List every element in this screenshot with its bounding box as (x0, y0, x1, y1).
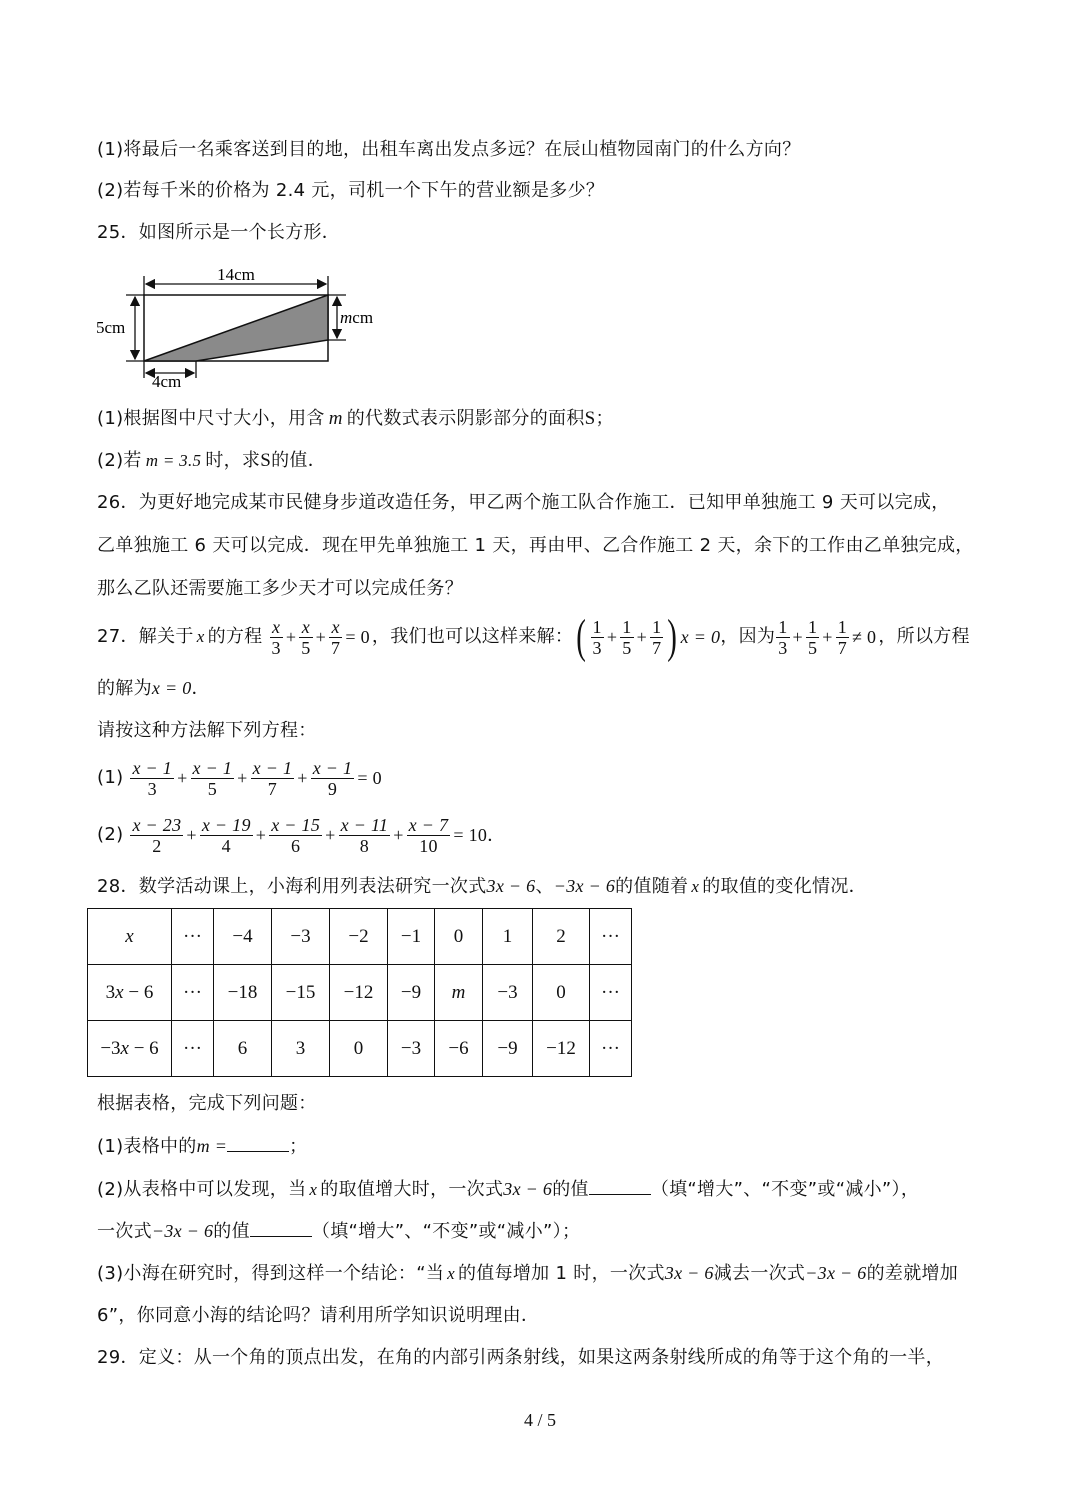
q28-stem: 28．数学活动课上，小海利用列表法研究一次式3x − 6、−3x − 6的值随着 x 的取值的变化情况． (97, 876, 867, 897)
q28-value-table (87, 908, 632, 1077)
table-cell: 0 (533, 965, 590, 1021)
bottom-label: 4cm (152, 372, 182, 388)
width-label: 14cm (217, 265, 255, 284)
table-cell: −15 (272, 965, 330, 1021)
table-cell: −9 (483, 1021, 533, 1077)
fraction: $\frac{x - 15}{6}$ (271, 814, 321, 856)
fraction: $\frac{1}{3}$ (778, 616, 788, 658)
q29-line1: 29．定义：从一个角的顶点出发，在角的内部引两条射线，如果这两条射线所成的角等于这个角的一半， (97, 1347, 944, 1368)
fraction: $\frac{x - 11}{8}$ (340, 814, 389, 856)
table-row (88, 909, 632, 965)
table-cell: ··· (590, 965, 632, 1021)
table-cell: ··· (590, 1021, 632, 1077)
q26-line3: 那么乙队还需要施工多少天才可以完成任务？ (97, 578, 463, 599)
m-var: m (340, 308, 353, 327)
table-cell: −12 (330, 965, 388, 1021)
fraction: $\frac{1}{7}$ (837, 616, 848, 658)
row-header-cell: x (88, 909, 172, 965)
q27-line2: 的解为x = 0． (97, 678, 210, 699)
q24-part2: (2)若每千米的价格为 2.4 元，司机一个下午的营业额是多少？ (97, 180, 605, 201)
q28-part2-line1: (2)从表格中可以发现，当 x 的取值增大时，一次式3x − 6的值 （填“增大”、“不变”或“减小”）， (97, 1176, 919, 1202)
fraction: $\frac{x - 23}{2}$ (132, 814, 182, 856)
q28-part1: (1)表格中的m = ； (97, 1133, 307, 1159)
table-cell: −18 (214, 965, 272, 1021)
m-value-expr: m = 3.5 (145, 451, 202, 470)
table-cell: −6 (435, 1021, 483, 1077)
m-label (340, 308, 373, 327)
fraction: $\frac{x}{3}$ (271, 616, 281, 658)
table-cell: ··· (172, 1021, 214, 1077)
fraction: $\frac{x - 19}{4}$ (201, 814, 251, 856)
table-cell: 3 (272, 1021, 330, 1077)
fraction: $\frac{1}{7}$ (652, 616, 662, 658)
table-cell: −9 (388, 965, 435, 1021)
q24-part1: (1)将最后一名乘客送到目的地，出租车离出发点多远？在辰山植物园南门的什么方向？ (97, 139, 801, 160)
fraction: $\frac{x - 1}{5}$ (192, 757, 233, 799)
table-cell: −2 (330, 909, 388, 965)
fraction: $\frac{1}{3}$ (592, 616, 602, 658)
table-cell: 2 (533, 909, 590, 965)
table-cell: −4 (214, 909, 272, 965)
q25-part1: (1)根据图中尺寸大小，用含 m 的代数式表示阴影部分的面积S； (97, 408, 614, 429)
table-cell: −12 (533, 1021, 590, 1077)
table-cell: −3 (272, 909, 330, 965)
fraction: $\frac{1}{5}$ (622, 616, 632, 658)
table-cell: ··· (172, 965, 214, 1021)
page-number: 4 / 5 (523, 1410, 556, 1430)
answer-blank[interactable] (589, 1176, 651, 1195)
table-cell: m (435, 965, 483, 1021)
row-header-cell: 3x − 6 (88, 965, 172, 1021)
fraction: $\frac{x}{5}$ (301, 616, 311, 658)
table-row (88, 1021, 632, 1077)
table-cell: 6 (214, 1021, 272, 1077)
q27-equation-2: (2) $\frac{x - 23}{2}$ + $\frac{x - 19}{4}$ + $\frac{x - 15}{6}$ + $\frac{x - 11}{8}$ + $\frac{x - 7}{10}$ = 10． (97, 814, 506, 856)
q25-stem: 25．如图所示是一个长方形． (97, 222, 341, 243)
q25-rectangle-figure (90, 262, 390, 393)
table-cell: −3 (388, 1021, 435, 1077)
table-cell: 0 (330, 1021, 388, 1077)
table-cell: ··· (172, 909, 214, 965)
fraction: $\frac{x - 1}{7}$ (252, 757, 293, 799)
fraction: $\frac{x - 1}{9}$ (312, 757, 353, 799)
var-m: m (328, 408, 343, 429)
answer-blank[interactable] (227, 1133, 289, 1152)
fraction: $\frac{x - 1}{3}$ (132, 757, 173, 799)
height-label: 5cm (96, 318, 126, 337)
fraction: $\frac{x}{7}$ (331, 616, 341, 658)
q26-line2: 乙单独施工 6 天可以完成．现在甲先单独施工 1 天，再由甲、乙合作施工 2 天，余下的工作由乙单独完成， (97, 535, 974, 556)
q28-part2-line2: 一次式−3x − 6的值 （填“增大”、“不变”或“减小”）； (97, 1218, 580, 1244)
q27-equation-1: (1) $\frac{x - 1}{3}$ + $\frac{x - 1}{5}$ + $\frac{x - 1}{7}$ + $\frac{x - 1}{9}$ = 0 (97, 757, 382, 799)
q26-line1: 26．为更好地完成某市民健身步道改造任务，甲乙两个施工队合作施工．已知甲单独施工 9 天可以完成， (97, 492, 950, 513)
answer-blank[interactable] (250, 1218, 312, 1237)
table-row (88, 965, 632, 1021)
q28-part3-line1: (3)小海在研究时，得到这样一个结论：“当 x 的值每增加 1 时，一次式3x − 6减去一次式−3x − 6的差就增加 (97, 1263, 959, 1284)
m-unit: cm (352, 308, 374, 327)
table-cell: 0 (435, 909, 483, 965)
shaded-region (144, 295, 328, 361)
table-cell: −1 (388, 909, 435, 965)
q27-instruction: 请按这种方法解下列方程： (97, 720, 317, 741)
q28-part3-line2: 6”，你同意小海的结论吗？请利用所学知识说明理由． (97, 1305, 540, 1326)
q28-followup: 根据表格，完成下列问题： (97, 1093, 317, 1114)
rectangle-diagram (90, 262, 390, 388)
table-cell: ··· (590, 909, 632, 965)
table-cell: −3 (483, 965, 533, 1021)
fraction: $\frac{1}{5}$ (807, 616, 818, 658)
row-header-cell: −3x − 6 (88, 1021, 172, 1077)
table-cell: 1 (483, 909, 533, 965)
fraction: $\frac{x - 7}{10}$ (408, 814, 449, 856)
q27-line1: 27．解关于 x 的方程 $\frac{x}{3}$ + $\frac{x}{5}$ + $\frac{x}{7}$ = 0 ，我们也可以这样来解：( $\frac{1}{3}$ + $\frac{1}{5}$ + $\frac{1}{7}$ ) x = 0，因为 $\frac{1}{3}$ + $\frac{1}{5}$ + $\frac{1}{7}$ ≠ 0 ，所以方程 (97, 610, 970, 663)
q25-part2: (2)若 m = 3.5 时，求S的值． (97, 450, 326, 471)
